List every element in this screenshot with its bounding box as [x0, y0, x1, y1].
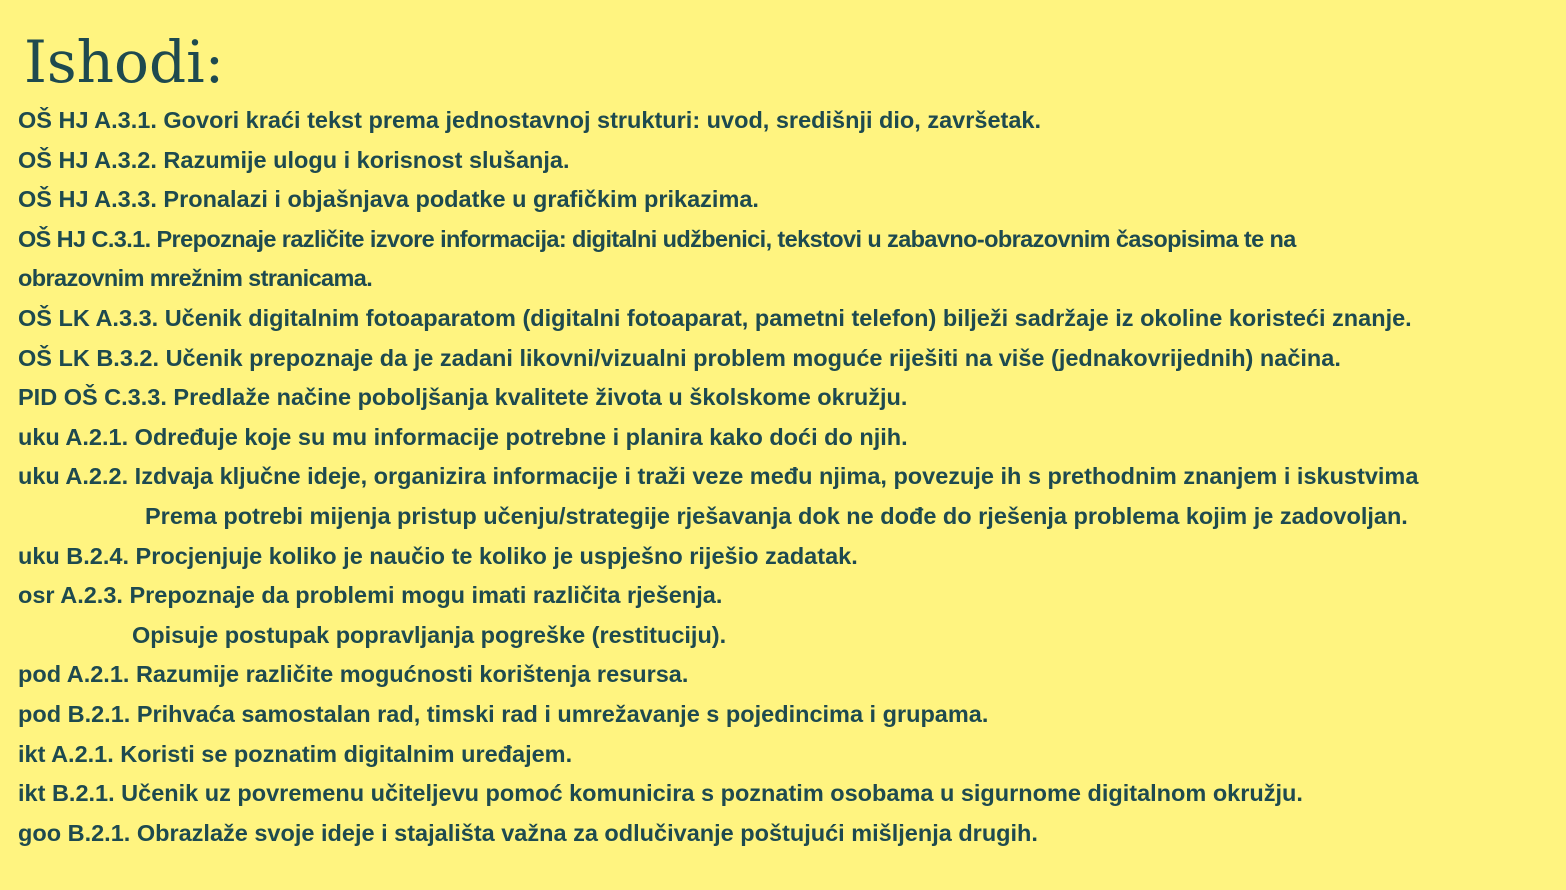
outcome-line: uku B.2.4. Procjenjuje koliko je naučio te koliko je uspješno riješio zadatak. [18, 542, 858, 569]
outcome-line: OŠ HJ A.3.3. Pronalazi i objašnjava podatke u grafičkim prikazima. [18, 186, 759, 213]
outcome-line: PID OŠ C.3.3. Predlaže načine poboljšanja kvalitete života u školskome okružju. [18, 384, 908, 411]
outcome-line: uku A.2.2. Izdvaja ključne ideje, organizira informacije i traži veze među njima, povezuje ih s prethodnim znanjem i iskustvima [18, 463, 1419, 490]
outcome-line: OŠ LK A.3.3. Učenik digitalnim fotoaparatom (digitalni fotoaparat, pametni telefon) bilježi sadržaje iz okoline koristeći znanje. [18, 304, 1412, 331]
outcomes-list [18, 101, 1558, 853]
outcome-line: pod A.2.1. Razumije različite mogućnosti korištenja resursa. [18, 661, 689, 688]
outcome-line-continuation: Prema potrebi mijenja pristup učenju/strategije rješavanja dok ne dođe do rješenja problema kojim je zadovoljan. [145, 502, 1408, 529]
outcome-line: OŠ LK B.3.2. Učenik prepoznaje da je zadani likovni/vizualni problem moguće riješiti na više (jednakovrijednih) načina. [18, 344, 1341, 371]
outcome-line: ikt B.2.1. Učenik uz povremenu učiteljevu pomoć komunicira s poznatim osobama u sigurnome digitalnom okružju. [18, 780, 1303, 807]
outcome-line: goo B.2.1. Obrazlaže svoje ideje i stajališta važna za odlučivanje poštujući mišljenja drugih. [18, 819, 1038, 846]
outcome-line-continuation: Opisuje postupak popravljanja pogreške (restituciju). [132, 621, 727, 648]
outcome-line: OŠ HJ C.3.1. Prepoznaje različite izvore informacija: digitalni udžbenici, tekstovi u zabavno-obrazovnim časopisima te na [18, 225, 1296, 252]
outcome-line: uku A.2.1. Određuje koje su mu informacije potrebne i planira kako doći do njih. [18, 423, 908, 450]
slide-title: Ishodi: [24, 28, 225, 96]
outcome-line: ikt A.2.1. Koristi se poznatim digitalnim uređajem. [18, 740, 573, 767]
outcome-line: osr A.2.3. Prepoznaje da problemi mogu imati različita rješenja. [18, 582, 723, 609]
outcome-line: OŠ HJ A.3.1. Govori kraći tekst prema jednostavnoj strukturi: uvod, središnji dio, završetak. [18, 107, 1042, 133]
outcome-line: OŠ HJ A.3.2. Razumije ulogu i korisnost slušanja. [18, 146, 570, 173]
outcome-line-continuation: obrazovnim mrežnim stranicama. [18, 265, 373, 292]
outcome-line: pod B.2.1. Prihvaća samostalan rad, timski rad i umrežavanje s pojedincima i grupama. [18, 700, 989, 727]
